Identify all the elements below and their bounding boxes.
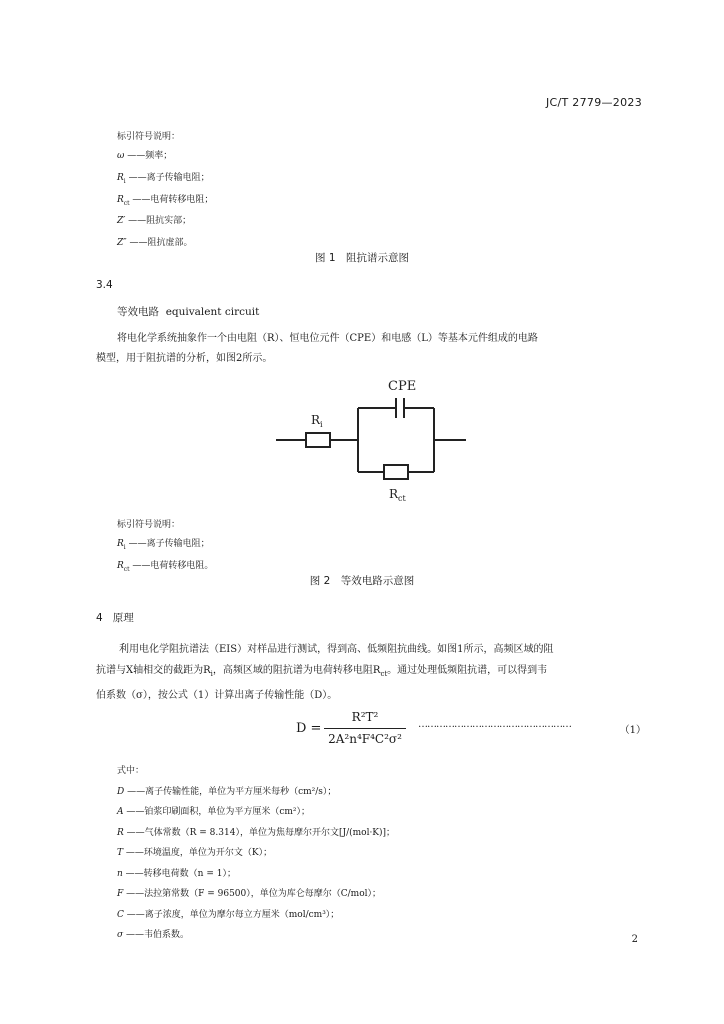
fig1-notes <box>117 128 213 256</box>
formula-fraction-bar <box>324 728 406 729</box>
fig2-caption: 图 2 等效电路示意图 <box>309 575 415 587</box>
where-item: F ——法拉第常数（F = 96500），单位为库仑每摩尔（C/mol）； <box>117 889 381 899</box>
where-item: C ——离子浓度，单位为摩尔每立方厘米（mol/cm³）； <box>117 909 340 920</box>
resistor-ri <box>306 433 330 447</box>
where-item: A ——铂浆印刷面积，单位为平方厘米（cm²）； <box>117 807 311 817</box>
fig1-note-item: Z′ ——阻抗实部； <box>117 216 192 227</box>
fig2-notes-title: 标引符号说明： <box>117 520 181 530</box>
rct-label: $R_{ct}$ <box>389 487 406 503</box>
fig2-note-item: $R_{ct}$ ——电荷转移电阻。 <box>117 560 214 573</box>
fig1-note-item: $R_{ct}$ ——电荷转移电阻； <box>117 194 214 207</box>
term-cn: 等效电路 <box>117 306 159 318</box>
where-item: T ——环境温度，单位为开尔文（K）； <box>117 848 273 858</box>
formula-numerator: R²T² <box>351 710 379 724</box>
formula-number: （1） <box>619 725 646 736</box>
fig1-note-item: $R_i$ ——离子传输电阻； <box>117 172 210 185</box>
section-4-number: 4 <box>96 612 103 624</box>
principle-paragraph: 利用电化学阻抗谱法（EIS）对样品进行测试，得到高、低频阻抗曲线。如图1所示，高频区域的阻 抗谱与X轴相交的截距为$R_i$，高频区域的阻抗谱为电荷转移电阻$R_{ct}$。通过处理低频阻抗谱，可以得到韦 伯系数（σ），按公式（1）计算出离子传输性能（D）。 <box>96 644 554 701</box>
where-item: D ——离子传输性能，单位为平方厘米每秒（cm²/s）； <box>117 786 337 797</box>
cpe-label: CPE <box>388 379 417 394</box>
formula-leader: …………………………………………… <box>418 719 571 730</box>
fig2-notes <box>117 516 213 579</box>
where-item: σ ——韦伯系数。 <box>117 930 190 940</box>
fig1-notes-title: 标引符号说明： <box>117 132 181 142</box>
equivalent-circuit-diagram <box>270 372 470 506</box>
where-title: 式中： <box>117 766 145 776</box>
definition-line-1: 将电化学系统抽象作一个由电阻（R）、恒电位元件（CPE）和电感（L）等基本元件组成的电路 <box>117 333 538 344</box>
where-list <box>117 761 395 946</box>
formula-denominator: 2A²n⁴F⁴C²σ² <box>328 732 402 746</box>
fig1-note-item: Z″ ——阻抗虚部。 <box>117 238 193 249</box>
fig2-note-item: $R_i$ ——离子传输电阻； <box>117 539 210 551</box>
section-3-4-number: 3.4 <box>96 279 113 291</box>
formula-lhs: D = <box>296 721 322 736</box>
fig1-caption: 图 1 阻抗谱示意图 <box>314 252 410 264</box>
fig1-note-item: ω ——频率； <box>117 151 173 161</box>
page-number: 2 <box>631 934 638 945</box>
section-4-title: 原理 <box>112 612 134 624</box>
where-item: n ——转移电荷数（n = 1）； <box>117 868 236 879</box>
definition-line-2: 模型，用于阻抗谱的分析，如图2所示。 <box>96 353 273 364</box>
where-item: R ——气体常数（R = 8.314），单位为焦每摩尔开尔文[J/(mol·K)]； <box>117 827 396 838</box>
term-heading <box>117 304 259 319</box>
term-en: equivalent circuit <box>165 306 260 318</box>
section-4-heading <box>96 610 134 625</box>
standard-code: JC/T 2779—2023 <box>545 96 642 109</box>
resistor-rct <box>384 465 408 479</box>
ri-label: $R_i$ <box>311 413 323 429</box>
